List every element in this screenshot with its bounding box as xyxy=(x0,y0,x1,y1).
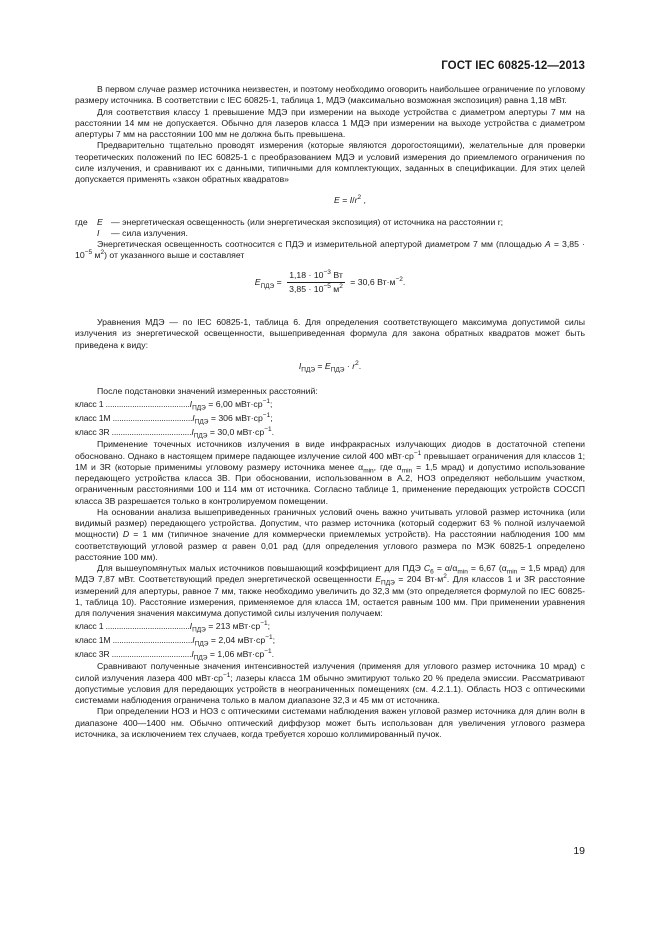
page-body xyxy=(75,84,585,740)
formula-intensity: $I_{ПДЭ} = E_{ПДЭ} \cdot r^2$. xyxy=(298,359,362,374)
document-id: ГОСТ IEC 60825-12—2013 xyxy=(441,60,585,72)
paragraph-8: На основании анализа вышеприведенных граничных условий очень важно учитывать угловой размер источника (или видимый размер) передающего устройства. Допустим, что размер источника (который содержит 63 % полной излучаемой мощности) D = 1 мм (типичное значение для коммерчески приемлемых устройств). На расстоянии наблюдения 100 мм соответствующий угловой размер α равен 0,01 рад (для определения углового размера по МЭК 60825-1 определено расстояние 100 мм). xyxy=(75,506,585,562)
paragraph-2: Для соответствия классу 1 превышение МДЭ при измерении на выходе устройства с диаметром апертуры 7 мм на расстоянии 14 мм не допускается. Обычно для лазеров класса 1 МДЭ при измерении на выходе устройства с диаметром апертуры 7 мм на расстоянии 100 мм не должна быть превышена. xyxy=(75,106,585,139)
paragraph-7: Применение точечных источников излучения в виде инфракрасных излучающих диодов в достаточной степени обосновано. Однако в настоящем примере падающее излучение силой 400 $мВт\cdot ср^{-1}$ превышает ограничения для классов 1; 1М и 3R (которые применимы угловому размеру источника менее $\alpha_{min}$, где $\alpha_{min} = 1,5$ мрад) и допустимо использование передающего устройства класса 3В. При обосновании, использованном в А.2, НОЗ определяют небольшим участком, ограниченным расстояниями 100 и 114 мм от источника. Согласно таблице 1, применение передающих устройств СОССП класса 3В разрешается только в контролируемом помещении. xyxy=(75,439,585,506)
definitions xyxy=(75,217,585,240)
list-item: класс 1М $....................................I_{ПДЭ} = 306$ $мВт\cdot ср^{-1}$; xyxy=(75,412,273,426)
paragraph-3: Предварительно тщательно проводят измерения (которые являются дорогостоящими), желательные для проверки теоретических положений по IEC 60825-1 с преобразованием МДЭ и условий измерения до приемлемого ограничения по силе излучения, и сравнивают их с данными, типичными для комплектующих, заданных в спецификации. Для этих целей допускается применять «закон обратных квадратов» xyxy=(75,140,585,184)
results-list-1 xyxy=(75,397,585,439)
paragraph-6: После подстановки значений измеренных расстояний: xyxy=(97,386,318,396)
document-header xyxy=(441,60,585,72)
definition-e: где E — энергетическая освещенность (или энергетическая экспозиция) от источника на расстоянии r; xyxy=(75,216,504,227)
paragraph-4: Энергетическая освещенность соотносится с ПДЭ и измерительной апертурой диаметром 7 мм (площадью $A = 3,85 \cdot 10^{-5}$ $м^2$) от указанного выше и составляет xyxy=(75,239,585,261)
formula-irradiance: $E_{ПДЭ}$ = $\frac{1,18 \cdot 10^{-3} Вт}{3,85 \cdot 10^{-5} м^2}$ = 30,6 $Вт\cdot м^{-2}$. xyxy=(254,268,406,294)
formula-inverse-square: $E = I/r^2$ , xyxy=(334,194,366,206)
fraction: $\frac{1,18 \cdot 10^{-3} Вт}{3,85 \cdot 10^{-5} м^2}$ xyxy=(289,268,343,294)
list-item: класс 1 $......................................I_{ПДЭ} = 213$ $мВт\cdot ср^{-1}$; xyxy=(75,620,271,634)
list-item: класс 3R $....................................I_{ПДЭ} = 1,06$ $мВт\cdot ср^{-1}$. xyxy=(75,648,275,662)
list-item: класс 3R $....................................I_{ПДЭ} = 30,0$ $мВт\cdot ср^{-1}$. xyxy=(75,426,275,440)
paragraph-9: Для вышеупомянутых малых источников повышающий коэффициент для ПДЭ $C_6 = \alpha/\alpha_{min} = 6,67$ ($\alpha_{min} = 1,5$ мрад) для МДЭ 7,87 мВт. Соответствующий предел энергетической освещенности $E_{ПДЭ} = 204$ $Вт\cdot м^2$. Для классов 1 и 3R расстояние измерений для апертуры, равное 7 мм, также необходимо увеличить до 32,3 мм (это определяется формулой по IEC 60825-1, таблица 10). Расстояние измерения, применяемое для класса 1М, остается равным 100 мм. При применении уравнения для получения значения максимума допустимой силы излучения получаем: xyxy=(75,563,585,618)
paragraph-5: Уравнения МДЭ — по IEC 60825-1, таблица 6. Для определения соответствующего максимума допустимой силы излучения из энергетической освещенности, вышеприведенная формула для закона обратных квадратов может быть приведена к виду: xyxy=(75,317,585,350)
results-list-2 xyxy=(75,619,585,661)
list-item: класс 1 $......................................I_{ПДЭ} = 6,00$ $мВт\cdot ср^{-1}$; xyxy=(75,398,273,412)
list-item: класс 1М $....................................I_{ПДЭ} = 2,04$ $мВт\cdot ср^{-1}$; xyxy=(75,634,276,648)
definition-i: I — сила излучения. xyxy=(97,227,188,238)
paragraph-10: Сравнивают полученные значения интенсивностей излучения (применяя для углового размер источника 10 мрад) с силой излучения лазера 400 $мВт\cdot ср^{-1}$; лазеры класса 1М обычно эмитируют только 20 % предела эмиссии. Рассматривают допустимые условия для передающих устройств в неограниченных помещениях (см. 4.2.1.1). Область НОЗ с оптическими системами наблюдения ограничена только в малом диапазоне 32,3 и 45 мм от источника. xyxy=(75,661,585,705)
paragraph-11: При определении НОЗ и НОЗ с оптическими системами наблюдения важен угловой размер источника для длин волн в диапазоне 400—1400 нм. Обычно оптический диффузор может быть использован для увеличения углового размера источника, за исключением тех случаев, когда требуется хорошо коллимированный пучок. xyxy=(75,706,585,739)
page-number: 19 xyxy=(573,845,585,857)
paragraph-1: В первом случае размер источника неизвестен, и поэтому необходимо оговорить наибольшее ограничение по угловому размеру источника. В соответствии с IEC 60825-1, таблица 1, МДЭ (максимально возможная экспозиция) равна 1,18 мВт. xyxy=(75,84,585,106)
